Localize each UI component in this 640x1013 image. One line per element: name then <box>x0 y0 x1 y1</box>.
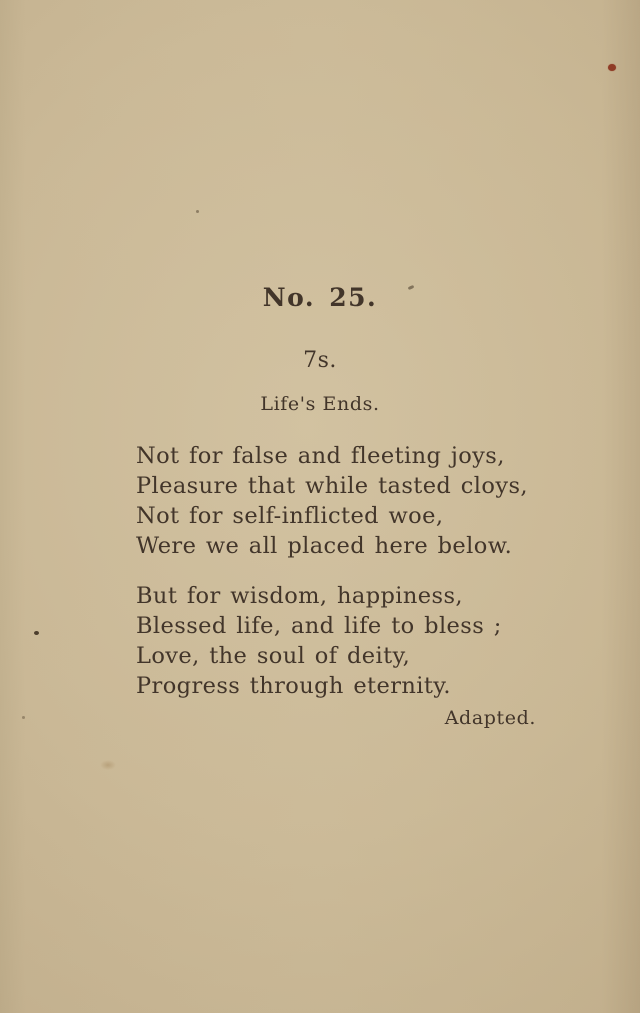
hymn-meter: 7s. <box>303 348 337 373</box>
hymn-text <box>136 441 640 701</box>
poem-line: Not for false and fleeting joys, <box>136 443 505 469</box>
hymn-title: Life's Ends. <box>260 393 380 415</box>
poem-line: Pleasure that while tasted cloys, <box>136 473 528 499</box>
poem-line: Love, the soul of deity, <box>136 643 411 669</box>
attribution: Adapted. <box>444 707 536 729</box>
hymn-number-heading: No. 25. <box>262 283 378 312</box>
stanza-1 <box>136 441 640 561</box>
poem-line: Progress through eternity. <box>136 673 451 699</box>
poem-line: But for wisdom, happiness, <box>136 583 463 609</box>
poem-line: Not for self-inflicted woe, <box>136 503 444 529</box>
poem-line: Blessed life, and life to bless ; <box>136 613 502 639</box>
paper-stain <box>100 760 116 770</box>
poem-line: Were we all placed here below. <box>136 533 513 559</box>
paper-speck <box>34 631 39 635</box>
stanza-2 <box>136 581 640 701</box>
